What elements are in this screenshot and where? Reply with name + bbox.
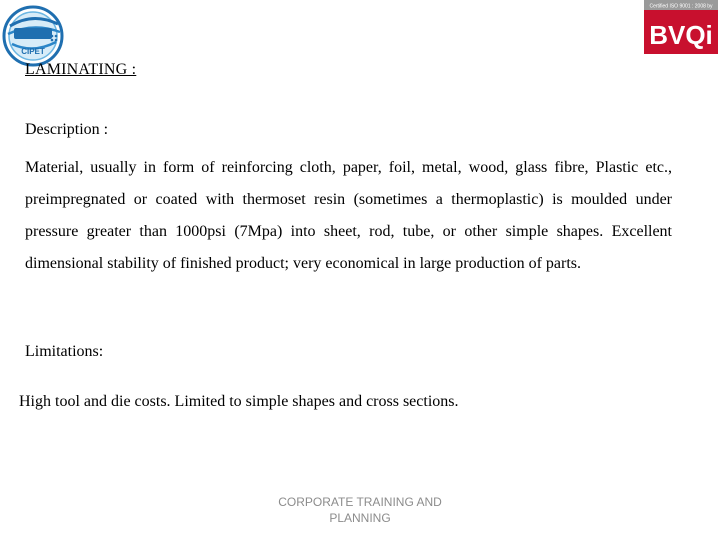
footer-line-2: PLANNING [329,511,391,525]
cipet-logo-icon [0,4,70,68]
limitations-label: Limitations: [25,343,104,360]
description-text: Material, usually in form of reinforcing cloth, paper, foil, metal, wood, glass fibre, Plastic etc., preimpregnated or coated with thermoset resin (sometimes a thermoplastic) is moulded under pressure greater than 1000psi (7Mpa) into sheet, rod, tube, or other simple shapes. Excellent dimensional stability of finished product; very economical in large production of parts. [25,159,672,272]
bvqi-logo-icon [644,0,718,54]
limitations-text: High tool and die costs. Limited to simple shapes and cross sections. [19,393,459,410]
footer-line-1: CORPORATE TRAINING AND [278,495,442,509]
description-label: Description : [25,121,109,138]
cipet-logo-text: CIPET [21,47,45,56]
slide-heading: LAMINATING : [25,61,137,78]
footer [260,494,460,526]
bvqi-brand-text: BVQi [649,20,713,50]
bvqi-certified-text: Certified ISO 9001 : 2008 by [649,3,713,10]
